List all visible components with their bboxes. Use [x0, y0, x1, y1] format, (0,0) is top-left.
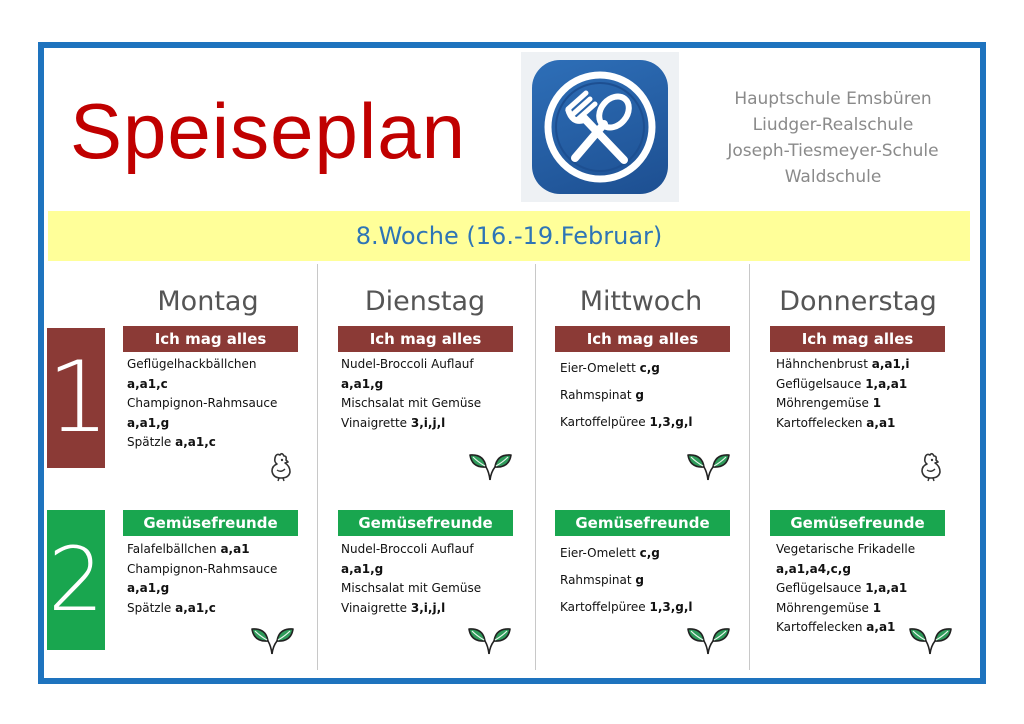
school-name: Hauptschule Emsbüren — [734, 89, 932, 109]
leaves-icon — [908, 626, 952, 656]
dish-name: Eier-Omelett — [560, 361, 636, 375]
allergen-codes: 1,3,g,l — [649, 600, 693, 614]
allergen-codes: a,a1,c — [175, 600, 216, 615]
menu-items — [776, 540, 966, 638]
menu-item — [341, 560, 531, 580]
menu-item — [127, 355, 317, 375]
menu-item — [776, 560, 966, 580]
menu-item — [341, 394, 531, 414]
dish-name: Kartoffelpüree — [560, 415, 646, 429]
logo — [521, 52, 679, 202]
menu-item — [127, 540, 317, 560]
dish-name: Rahmspinat — [560, 573, 632, 587]
menu-label-2: Gemüsefreunde — [770, 510, 945, 536]
dish-name: Nudel-Broccoli Auflauf — [341, 542, 474, 556]
menu-label-1: Ich mag alles — [770, 326, 945, 352]
menu-label-2: Gemüsefreunde — [123, 510, 298, 536]
leaves-icon — [686, 626, 730, 656]
menu-item — [127, 560, 317, 580]
allergen-codes: a,a1,a4,c,g — [776, 561, 851, 576]
menu-number-2: 2 — [47, 510, 105, 650]
menu-item — [560, 382, 750, 409]
leaves-icon — [467, 626, 511, 656]
allergen-codes: a,a1,g — [127, 581, 170, 595]
menu-items — [341, 540, 531, 618]
menu-item — [341, 540, 531, 560]
leaves-icon — [468, 452, 512, 482]
menu-label-1: Ich mag alles — [338, 326, 513, 352]
allergen-codes: c,g — [639, 361, 660, 375]
dish-name: Eier-Omelett — [560, 546, 636, 560]
day-tuesday: Dienstag — [364, 286, 486, 317]
menu-item — [776, 540, 966, 560]
school-list — [702, 86, 964, 190]
dish-name: Mischsalat mit Gemüse — [341, 396, 482, 410]
chicken-icon — [266, 450, 296, 482]
allergen-codes: 1,a,a1 — [865, 581, 908, 595]
allergen-codes: a,a1,g — [341, 561, 384, 576]
menu-item — [127, 599, 317, 619]
dish-name: Geflügelsauce — [776, 376, 862, 391]
allergen-codes: a,a1 — [866, 415, 896, 430]
menu-item — [776, 414, 966, 434]
menu-items — [127, 540, 317, 618]
column-divider — [317, 264, 318, 670]
dish-name: Rahmspinat — [560, 388, 632, 402]
day-monday: Montag — [157, 286, 259, 317]
allergen-codes: a,a1,c — [127, 376, 168, 391]
menu-items — [127, 355, 317, 453]
allergen-codes: c,g — [639, 546, 660, 560]
allergen-codes: 1,a,a1 — [865, 376, 908, 391]
leaves-icon — [250, 626, 294, 656]
allergen-codes: g — [635, 388, 645, 402]
allergen-codes: a,a1,c — [175, 435, 216, 449]
fork-and-spoon-icon — [532, 60, 668, 194]
week-banner — [48, 211, 970, 261]
dish-name: Kartoffelecken — [776, 620, 863, 634]
menu-label-1: Ich mag alles — [123, 326, 298, 352]
menu-item — [560, 594, 750, 621]
menu-item — [776, 394, 966, 414]
week-label: 8.Woche (16.-19.Februar) — [355, 222, 663, 250]
leaves-icon — [686, 452, 730, 482]
allergen-codes: a,a1,i — [871, 357, 910, 371]
menu-item — [560, 409, 750, 436]
dish-name: Geflügelhackbällchen — [127, 357, 257, 371]
menu-number-1: 1 — [47, 328, 105, 468]
menu-label-2: Gemüsefreunde — [338, 510, 513, 536]
menu-item — [341, 599, 531, 619]
page-title: Speiseplan — [70, 87, 466, 175]
allergen-codes: g — [635, 573, 645, 587]
day-wednesday: Mittwoch — [579, 286, 703, 317]
allergen-codes: a,a1,g — [127, 415, 170, 430]
school-name: Waldschule — [784, 167, 882, 187]
menu-item — [127, 394, 317, 414]
dish-name: Vinaigrette — [341, 600, 408, 615]
dish-name: Vinaigrette — [341, 415, 408, 430]
menu-item — [341, 579, 531, 599]
menu-item — [127, 579, 317, 599]
dish-name: Falafelbällchen — [127, 542, 217, 556]
allergen-codes: 1 — [872, 396, 882, 410]
menu-item — [127, 375, 317, 395]
dish-name: Geflügelsauce — [776, 581, 862, 595]
allergen-codes: 3,i,j,l — [410, 415, 446, 430]
allergen-codes: a,a1,g — [341, 376, 384, 391]
menu-item — [776, 375, 966, 395]
dish-name: Spätzle — [127, 435, 172, 449]
column-divider — [535, 264, 536, 670]
dish-name: Kartoffelecken — [776, 415, 863, 430]
allergen-codes: 1 — [872, 600, 882, 615]
menu-label-2: Gemüsefreunde — [555, 510, 730, 536]
school-name: Liudger-Realschule — [752, 115, 914, 135]
dish-name: Champignon-Rahmsauce — [127, 396, 278, 410]
day-thursday: Donnerstag — [779, 286, 937, 317]
menu-item — [341, 355, 531, 375]
menu-item — [341, 414, 531, 434]
menu-item — [776, 579, 966, 599]
allergen-codes: a,a1 — [220, 542, 250, 556]
dish-name: Möhrengemüse — [776, 396, 869, 410]
menu-item — [560, 567, 750, 594]
menu-item — [776, 355, 966, 375]
menu-items — [560, 540, 750, 621]
allergen-codes: 1,3,g,l — [649, 415, 693, 429]
menu-label-1: Ich mag alles — [555, 326, 730, 352]
menu-item — [127, 414, 317, 434]
dish-name: Mischsalat mit Gemüse — [341, 581, 482, 595]
menu-items — [560, 355, 750, 436]
chicken-icon — [916, 450, 946, 482]
dish-name: Champignon-Rahmsauce — [127, 561, 278, 576]
dish-name: Vegetarische Frikadelle — [776, 542, 916, 556]
dish-name: Spätzle — [127, 600, 172, 615]
menu-items — [776, 355, 966, 433]
menu-item — [560, 355, 750, 382]
dish-name: Möhrengemüse — [776, 600, 869, 615]
allergen-codes: 3,i,j,l — [410, 600, 446, 615]
allergen-codes: a,a1 — [866, 620, 896, 634]
dish-name: Nudel-Broccoli Auflauf — [341, 357, 474, 371]
menu-items — [341, 355, 531, 433]
dish-name: Hähnchenbrust — [776, 357, 868, 371]
menu-item — [776, 599, 966, 619]
dish-name: Kartoffelpüree — [560, 600, 646, 614]
school-name: Joseph-Tiesmeyer-Schule — [727, 141, 939, 161]
menu-item — [341, 375, 531, 395]
menu-item — [560, 540, 750, 567]
